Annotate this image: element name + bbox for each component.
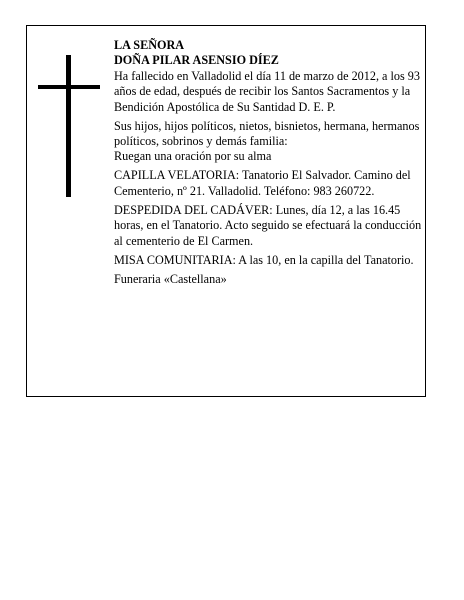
deceased-name: DOÑA PILAR ASENSIO DÍEZ	[114, 53, 279, 68]
death-announcement: Ha fallecido en Valladolid el día 11 de marzo de 2012, a los 93 años de edad, después de recibir los Santos Sacramentos y la Bendición Apostólica de Su Santidad D. E. P.	[114, 68, 420, 114]
family-line: Sus hijos, hijos políticos, nietos, bisnietos, hermana, hermanos políticos, sobrinos y demás familia:	[114, 118, 420, 149]
mass-info: MISA COMUNITARIA: A las 10, en la capilla del Tanatorio.	[114, 252, 414, 267]
notice-title: LA SEÑORA	[114, 38, 185, 52]
cross-icon-bar	[38, 85, 100, 89]
farewell-info: DESPEDIDA DEL CADÁVER: Lunes, día 12, a las 16.45 horas, en el Tanatorio. Acto seguido se efectuará la conducción al cementerio de El Carmen.	[114, 202, 422, 248]
cross-icon	[66, 55, 71, 197]
obituary-notice	[26, 25, 426, 397]
notice-text	[114, 38, 424, 291]
prayer-request: Ruegan una oración por su alma	[114, 149, 272, 164]
funeral-home: Funeraria «Castellana»	[114, 271, 227, 286]
wake-chapel-info: CAPILLA VELATORIA: Tanatorio El Salvador. Camino del Cementerio, nº 21. Valladolid. Teléfono: 983 260722.	[114, 168, 411, 198]
